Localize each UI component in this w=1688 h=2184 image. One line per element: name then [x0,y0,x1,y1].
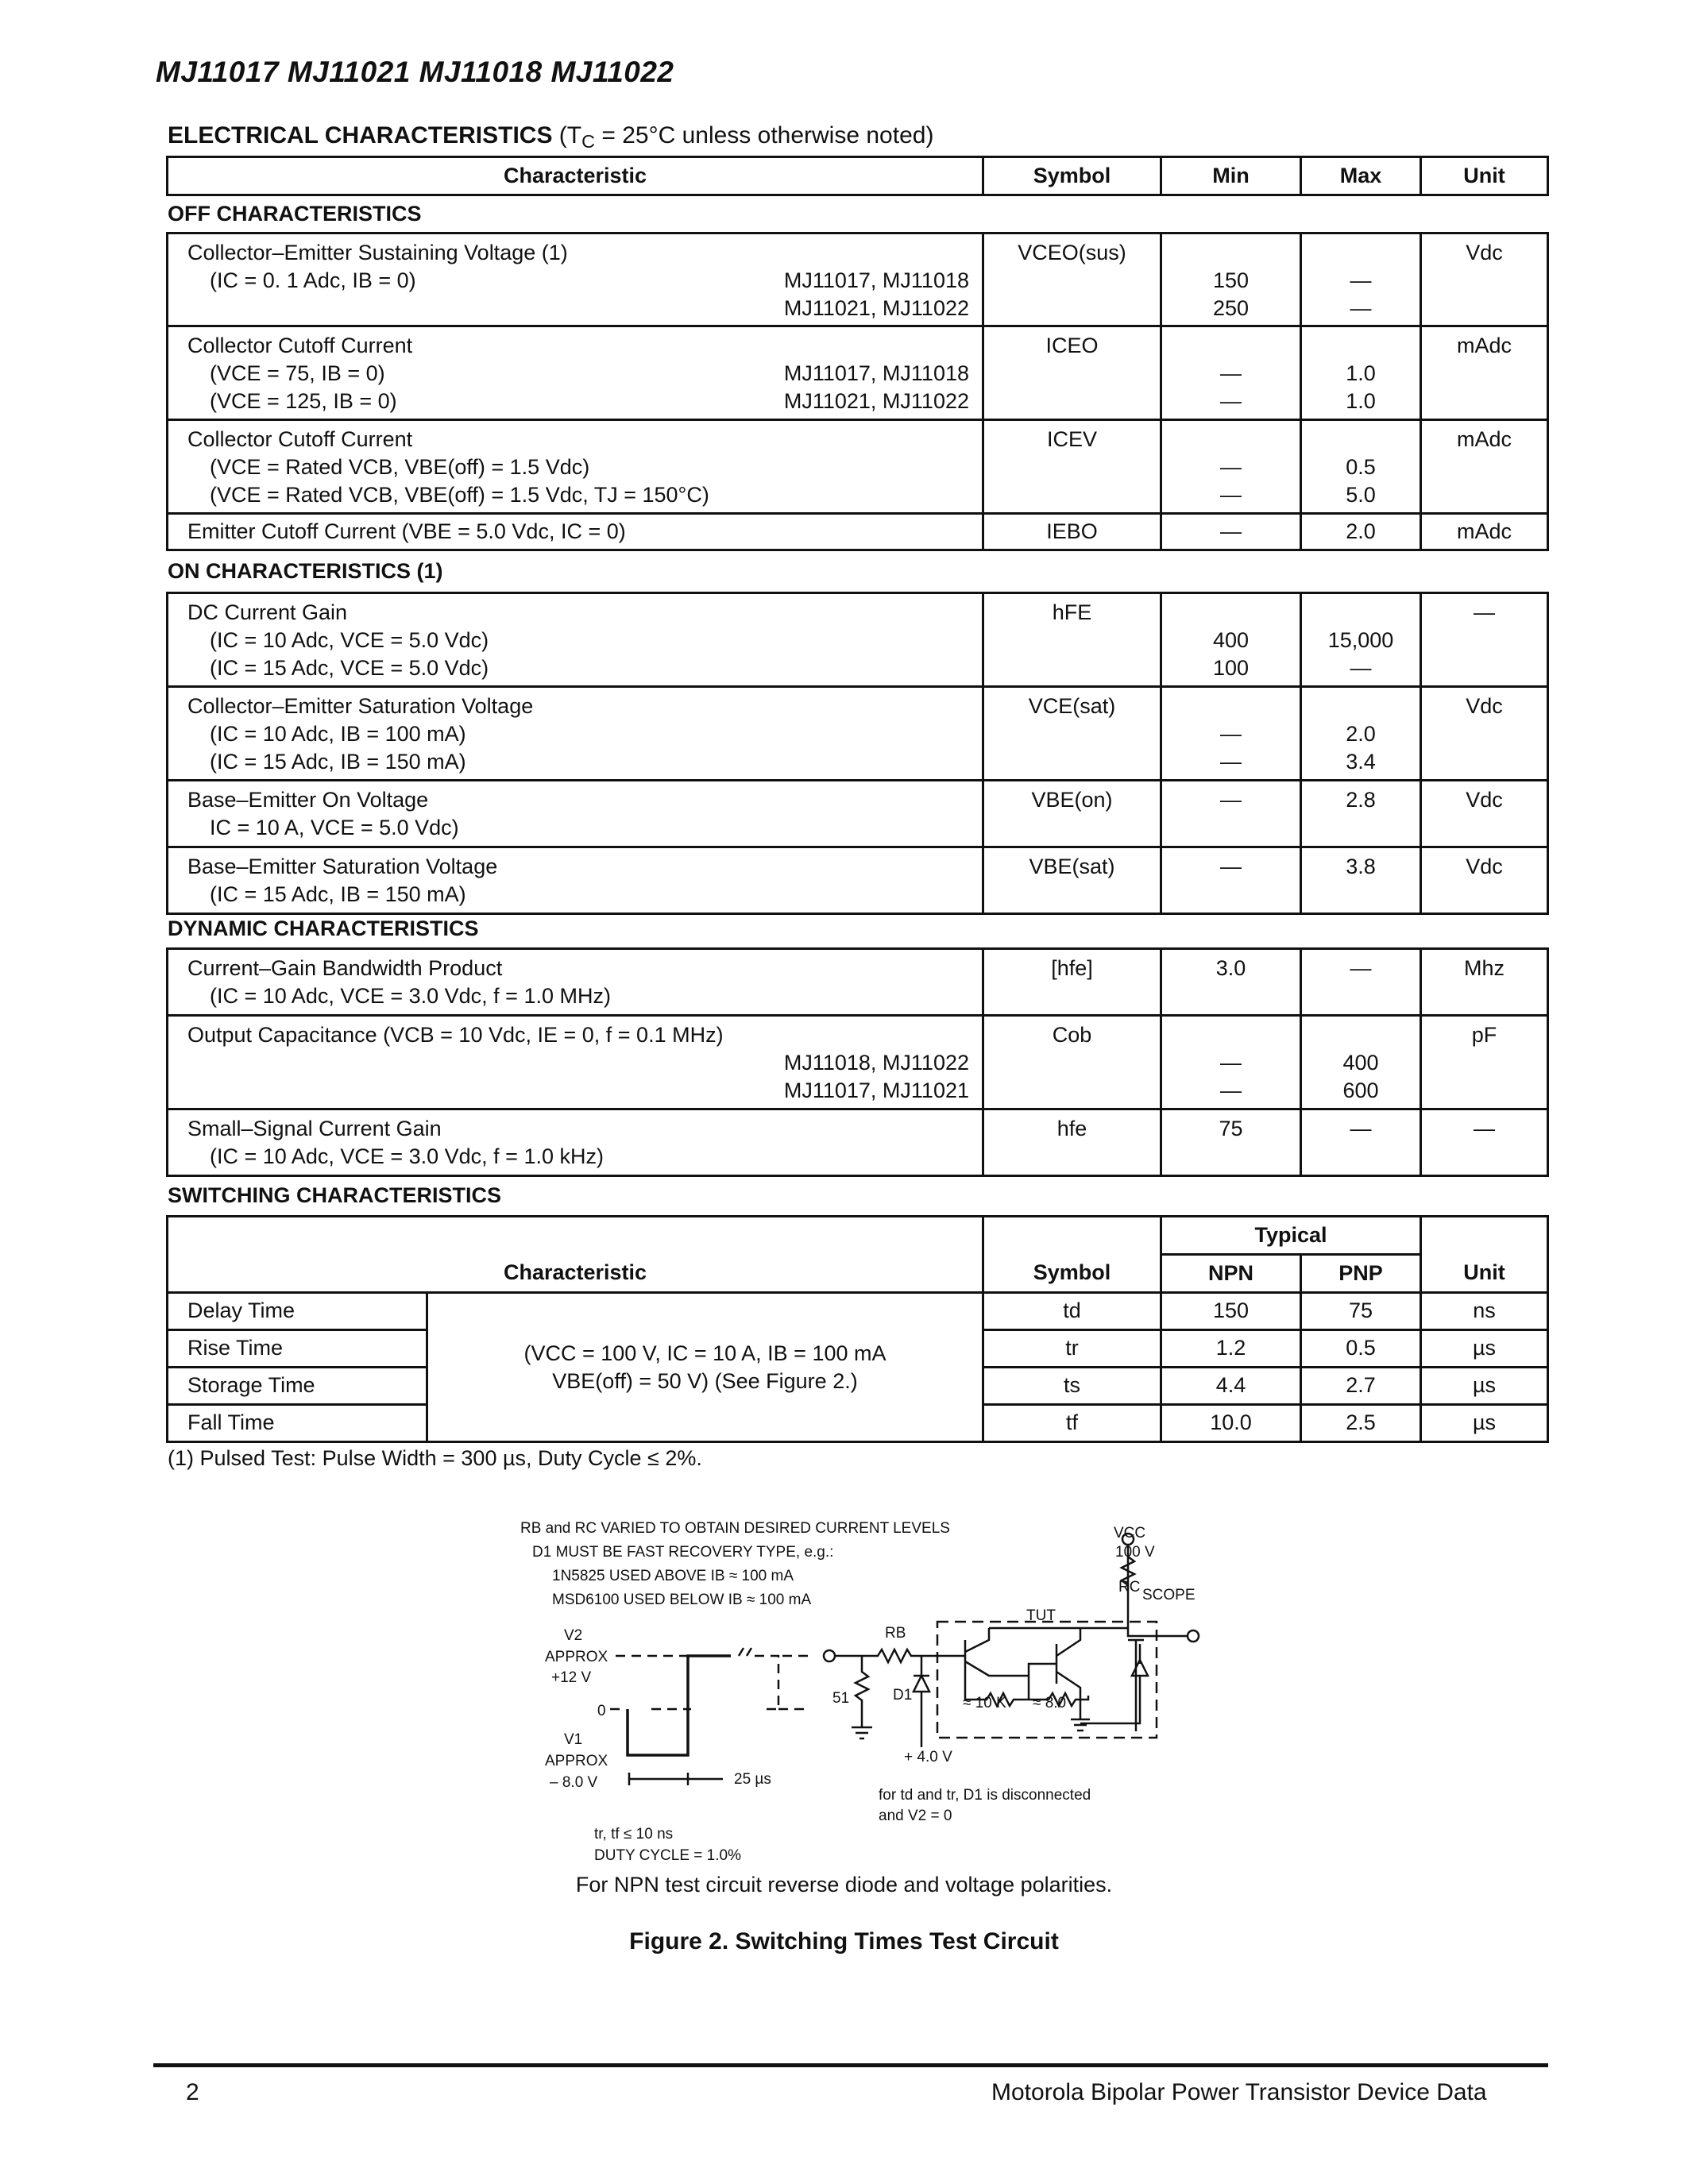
vcesat-unit: Vdc [1466,694,1503,718]
sw-rise-npn: 1.2 [1215,1336,1246,1360]
vceo-symbol: VCEO(sus) [1018,241,1126,264]
vbeon-unit: Vdc [1466,788,1503,812]
ec-cond-sub: C [581,130,596,152]
scope-label: SCOPE [1142,1587,1196,1603]
col-symbol: Symbol [983,157,1161,195]
sw-delay-name: Delay Time [187,1298,295,1322]
sw-rise-symbol: tr [1065,1336,1079,1360]
input-terminal [824,1650,835,1661]
gbw-max: — [1350,956,1372,980]
vcesat-cond1: (IC = 10 Adc, IB = 100 mA) [210,722,466,746]
vbeon-symbol: VBE(on) [1031,788,1113,812]
vceo-min2: 250 [1212,296,1250,320]
row-hfe [168,593,1548,687]
sw-rise-name: Rise Time [187,1336,284,1360]
cob-unit: pF [1471,1023,1497,1047]
sw-col-characteristic: Characteristic [168,1217,983,1293]
cob-max1: 400 [1342,1051,1379,1075]
iceo-unit: mAdc [1456,334,1512,357]
cob-title: Output Capacitance (VCB = 10 Vdc, IE = 0, f = 0.1 MHz) [187,1023,724,1047]
vcesat-cond2: (IC = 15 Adc, IB = 150 mA) [210,750,466,774]
row-cob [168,1016,1548,1109]
hfes-max: — [1350,1117,1372,1140]
tut-label: TUT [1026,1607,1056,1624]
hfe-unit: — [1474,600,1495,624]
vcc-value: 100 V [1115,1544,1155,1561]
hfe-max1: 15,000 [1327,628,1394,652]
icev-cond1: (VCE = Rated VCB, VBE(off) = 1.5 Vdc) [210,455,590,479]
vbesat-symbol: VBE(sat) [1029,855,1115,878]
vcc-label: VCC [1114,1525,1146,1542]
page-number: 2 [186,2079,199,2105]
hfe-title: DC Current Gain [187,600,348,624]
vcesat-max2: 3.4 [1346,750,1376,774]
iceo-title: Collector Cutoff Current [187,334,413,357]
sw-storage-pnp: 2.7 [1346,1373,1376,1397]
switching-table [166,1215,1549,1443]
pulse-width-marker [629,1773,723,1785]
circuit-note-2: D1 MUST BE FAST RECOVERY TYPE, e.g.: [532,1544,834,1561]
figure-caption: Figure 2. Switching Times Test Circuit [629,1928,1059,1954]
sw-delay-npn: 150 [1212,1298,1250,1322]
iceo-cond1: (VCE = 75, IB = 0) [210,361,385,385]
section-dynamic: DYNAMIC CHARACTERISTICS [168,916,479,940]
tut-box [937,1622,1157,1738]
scope-terminal [1188,1630,1199,1642]
section-on: ON CHARACTERISTICS (1) [168,559,443,583]
iebo-unit: mAdc [1456,519,1512,543]
cob-min2: — [1220,1078,1242,1102]
col-characteristic: Characteristic [168,157,983,195]
ec-title [168,122,934,152]
v2-value: +12 V [551,1669,592,1686]
cob-symbol: Cob [1052,1023,1092,1047]
pulse-width-label: 25 µs [734,1771,771,1788]
rc-label: RC [1118,1579,1141,1596]
iceo-cond2: (VCE = 125, IB = 0) [210,389,397,413]
col-min: Min [1161,157,1301,195]
collector-network [989,1545,1188,1731]
sw-rise-pnp: 0.5 [1346,1336,1376,1360]
row-vceo [168,233,1548,326]
sw-fall-pnp: 2.5 [1346,1410,1376,1434]
vbesat-unit: Vdc [1466,855,1503,878]
hfe-max2: — [1350,656,1372,680]
row-iceo [168,326,1548,420]
r51-label: 51 [832,1690,850,1707]
sw-cond1: (VCC = 100 V, IC = 10 A, IB = 100 mA [523,1341,886,1365]
icev-cond2: (VCE = Rated VCB, VBE(off) = 1.5 Vdc, TJ = 150°C) [210,483,709,507]
vbeon-title: Base–Emitter On Voltage [187,788,429,812]
hfes-unit: — [1474,1117,1495,1140]
d1-label: D1 [893,1687,913,1704]
sw-col-typical: Typical [1161,1217,1421,1255]
iceo-dev1: MJ11017, MJ11018 [783,361,969,385]
row-hfe-small [168,1109,1548,1176]
rise-fall-label: tr, tf ≤ 10 ns [594,1826,674,1843]
zero-label: 0 [597,1703,606,1719]
sw-fall-symbol: tf [1065,1410,1078,1434]
iebo-symbol: IEBO [1046,519,1098,543]
sw-fall-unit: µs [1472,1410,1497,1434]
sw-delay-pnp: 75 [1348,1298,1373,1322]
waveform-guides [604,1656,691,1709]
vcesat-max1: 2.0 [1346,722,1376,746]
dynamic-table [166,947,1549,1177]
vceo-title: Collector–Emitter Sustaining Voltage (1) [187,241,568,264]
ec-title-bold: ELECTRICAL CHARACTERISTICS [168,122,553,149]
gbw-symbol: [hfe] [1051,956,1093,980]
d1-diode [914,1656,929,1747]
sw-delay-unit: ns [1473,1298,1496,1322]
iceo-dev2: MJ11021, MJ11022 [783,389,969,413]
iceo-min2: — [1220,389,1242,413]
disconnect-note-1: for td and tr, D1 is disconnected [879,1787,1091,1804]
bias-label: + 4.0 V [904,1749,952,1765]
ec-cond-b: = 25°C unless otherwise noted) [595,122,934,149]
cob-max2: 600 [1342,1078,1379,1102]
sw-fall-name: Fall Time [187,1410,275,1434]
iebo-title: Emitter Cutoff Current (VBE = 5.0 Vdc, IC = 0) [187,519,626,543]
hfes-title: Small–Signal Current Gain [187,1117,442,1140]
row-gbw [168,949,1548,1016]
sw-row-delay [168,1293,1548,1330]
row-vbeon [168,781,1548,847]
vbesat-title: Base–Emitter Saturation Voltage [187,855,498,878]
cob-min1: — [1220,1051,1242,1075]
section-switching: SWITCHING CHARACTERISTICS [168,1183,501,1207]
footer-rule [153,2063,1548,2067]
vbeon-min: — [1220,788,1242,812]
vceo-max2: — [1350,296,1372,320]
icev-min1: — [1220,455,1242,479]
v2-label: V2 [564,1627,583,1644]
sw-rise-unit: µs [1472,1336,1497,1360]
sw-storage-unit: µs [1472,1373,1497,1397]
vceo-min1: 150 [1212,268,1250,292]
vbeon-max: 2.8 [1346,788,1376,812]
hfes-symbol: hfe [1056,1117,1087,1140]
vcesat-min2: — [1220,750,1242,774]
row-vcesat [168,687,1548,781]
waveform-tail [755,1656,814,1709]
npn-note: For NPN test circuit reverse diode and voltage polarities. [575,1873,1113,1897]
hfes-min: 75 [1219,1117,1243,1140]
vcesat-symbol: VCE(sat) [1028,694,1116,718]
v2-approx: APPROX [545,1649,608,1665]
sw-storage-npn: 4.4 [1215,1373,1246,1397]
vceo-dev1: MJ11017, MJ11018 [783,268,969,292]
duty-cycle-label: DUTY CYCLE = 1.0% [594,1847,741,1864]
gbw-cond: (IC = 10 Adc, VCE = 3.0 Vdc, f = 1.0 MHz) [210,984,611,1008]
sw-cond2: VBE(off) = 50 V) (See Figure 2.) [552,1368,858,1393]
hfe-min1: 400 [1212,628,1250,652]
gbw-min: 3.0 [1215,956,1246,980]
ec-cond-a: (T [558,122,582,149]
icev-max1: 0.5 [1346,455,1376,479]
vbesat-min: — [1220,855,1242,878]
footnote: (1) Pulsed Test: Pulse Width = 300 µs, Duty Cycle ≤ 2%. [168,1446,702,1470]
sw-col-pnp: PNP [1301,1255,1421,1293]
col-unit: Unit [1421,157,1548,195]
iebo-max: 2.0 [1346,519,1376,543]
driver-transistor [929,1628,1029,1676]
v1-label: V1 [564,1731,583,1748]
output-transistor [1029,1628,1090,1731]
hfe-min2: 100 [1212,656,1250,680]
col-max: Max [1301,157,1421,195]
row-iebo [168,514,1548,550]
cob-dev2: MJ11017, MJ11021 [783,1078,969,1102]
sw-col-symbol: Symbol [983,1217,1161,1293]
vbeon-cond: IC = 10 A, VCE = 5.0 Vdc) [210,816,459,839]
iceo-symbol: ICEO [1045,334,1099,357]
hfe-cond2: (IC = 15 Adc, VCE = 5.0 Vdc) [210,656,489,680]
vceo-max1: — [1350,268,1372,292]
sw-delay-symbol: td [1063,1298,1081,1322]
vceo-cond: (IC = 0. 1 Adc, IB = 0) [210,268,416,292]
row-icev [168,420,1548,514]
iceo-min1: — [1220,361,1242,385]
icev-unit: mAdc [1456,427,1512,451]
r8-label: ≈ 8.0 [1033,1695,1067,1711]
disconnect-note-2: and V2 = 0 [879,1808,952,1824]
row-vbesat [168,847,1548,914]
footer-source: Motorola Bipolar Power Transistor Device Data [991,2079,1487,2105]
document-header: MJ11017 MJ11021 MJ11018 MJ11022 [156,56,674,88]
hfe-symbol: hFE [1052,600,1092,624]
cob-dev1: MJ11018, MJ11022 [783,1051,969,1075]
iceo-max2: 1.0 [1346,389,1376,413]
v1-value: – 8.0 V [550,1774,598,1791]
iebo-min: — [1220,519,1242,543]
ec-header-table [166,156,1549,196]
r10k-label: ≈ 10 K [963,1695,1006,1711]
break-mark [739,1648,751,1656]
iceo-max1: 1.0 [1346,361,1376,385]
hfe-cond1: (IC = 10 Adc, VCE = 5.0 Vdc) [210,628,489,652]
circuit-note-3: 1N5825 USED ABOVE IB ≈ 100 mA [552,1568,794,1584]
rb-resistor [862,1650,929,1662]
gbw-unit: Mhz [1463,956,1505,980]
sw-col-unit: Unit [1421,1217,1548,1293]
hfes-cond: (IC = 10 Adc, VCE = 3.0 Vdc, f = 1.0 kHz) [210,1144,604,1168]
circuit-note-1: RB and RC VARIED TO OBTAIN DESIRED CURRENT LEVELS [520,1520,950,1537]
sw-storage-name: Storage Time [187,1373,315,1397]
off-table [166,232,1549,551]
icev-max2: 5.0 [1346,483,1376,507]
clamp-diode [1080,1644,1148,1723]
circuit-note-4: MSD6100 USED BELOW IB ≈ 100 mA [552,1592,812,1608]
sw-col-npn: NPN [1161,1255,1301,1293]
section-off: OFF CHARACTERISTICS [168,202,422,226]
vbesat-max: 3.8 [1346,855,1376,878]
vcesat-min1: — [1220,722,1242,746]
on-table [166,592,1549,915]
sw-fall-npn: 10.0 [1210,1410,1252,1434]
sw-storage-symbol: ts [1063,1373,1080,1397]
icev-title: Collector Cutoff Current [187,427,413,451]
vcesat-title: Collector–Emitter Saturation Voltage [187,694,534,718]
vceo-unit: Vdc [1466,241,1503,264]
icev-symbol: ICEV [1046,427,1098,451]
gbw-title: Current–Gain Bandwidth Product [187,956,503,980]
v1-approx: APPROX [545,1753,608,1769]
pulse-waveform [628,1656,731,1755]
switching-test-circuit [508,1509,1223,1874]
icev-min2: — [1220,483,1242,507]
vbesat-cond: (IC = 15 Adc, IB = 150 mA) [210,882,466,906]
vceo-dev2: MJ11021, MJ11022 [783,296,969,320]
rb-label: RB [885,1625,906,1642]
